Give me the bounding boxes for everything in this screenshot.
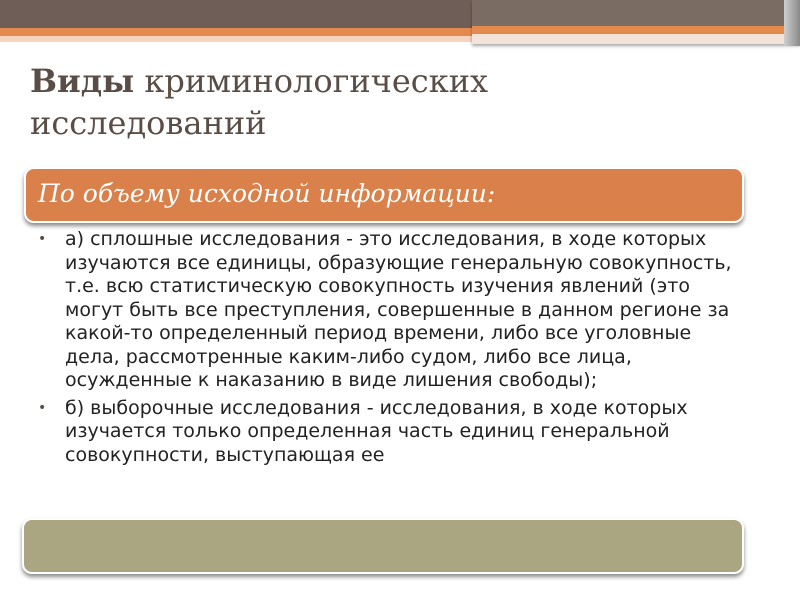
bullet-text: б) выборочные исследования - исследования, в ходе которых изучается только определенная часть единиц генеральной совокупности, выступающая ее [65, 396, 688, 466]
slide-title-bold: Виды [30, 62, 135, 100]
top-right-decorative-block [472, 0, 800, 44]
top-right-dark-stripe [472, 0, 800, 26]
top-right-orange-stripe [472, 26, 800, 34]
section-header-box [24, 167, 744, 223]
top-right-light-stripe [472, 34, 800, 44]
slide-title [30, 60, 730, 144]
bullet-text: а) сплошные исследования - это исследования, в ходе которых изучаются все единицы, образующие генеральную совокупность, т.е. всю статистическую совокупность изучения явлений (это могут быть все преступления, совершенные в данном регионе за какой-то определенный период времени, либо все уголовные дела, рассмотренные каким-либо судом, либо все лица, осужденные к наказанию в виде лишения свободы); [65, 228, 732, 391]
bullet-dot-icon: • [38, 399, 47, 416]
bullet-item [38, 397, 738, 468]
right-edge-decoration [784, 0, 800, 46]
section-header-text: По объему исходной информации: [38, 179, 496, 208]
slide-title-rest: криминологических исследований [30, 62, 489, 142]
bullet-list [38, 228, 738, 518]
bullet-dot-icon: • [38, 231, 47, 247]
footer-box [22, 518, 744, 574]
bullet-item [38, 228, 738, 393]
